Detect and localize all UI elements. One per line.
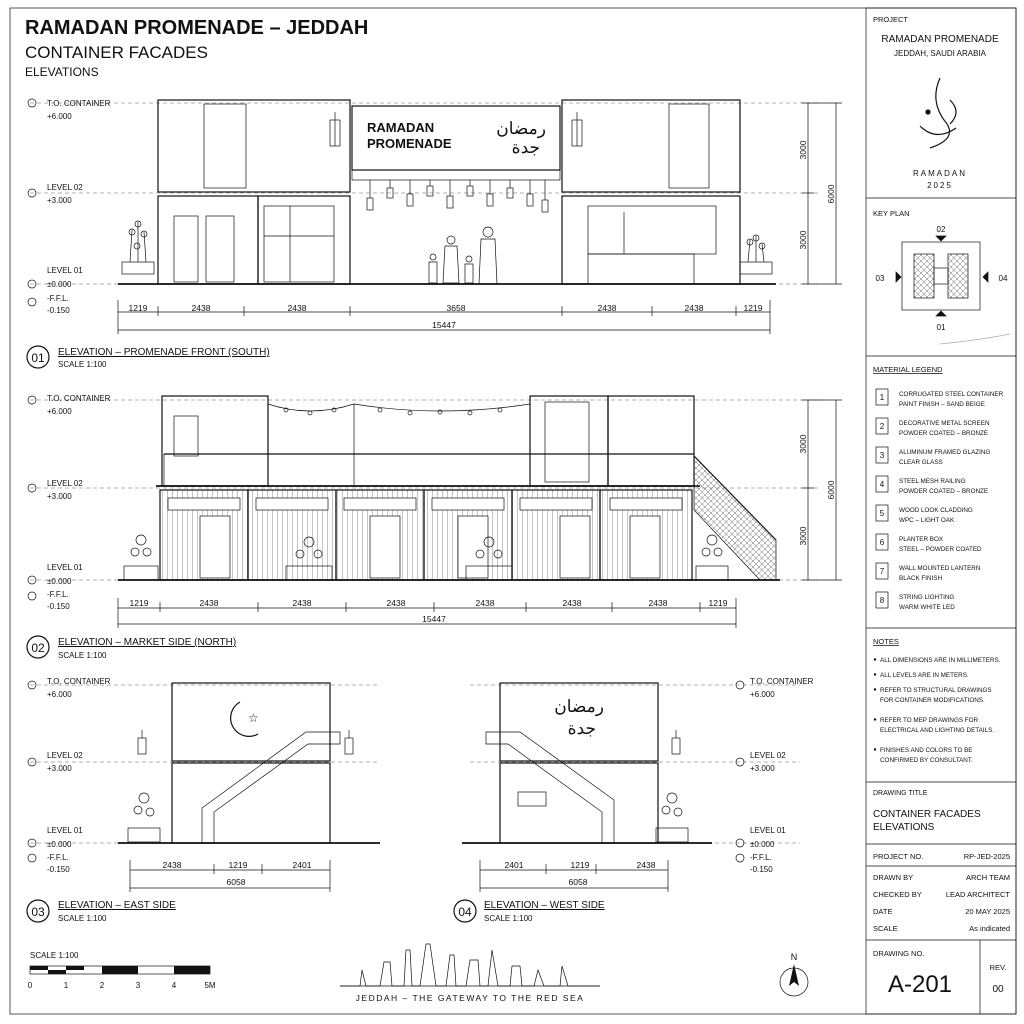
svg-text:ARCH TEAM: ARCH TEAM [965,873,1010,882]
svg-text:-F.F.L.: -F.F.L. [750,853,772,862]
svg-text:20 MAY 2025: 20 MAY 2025 [965,907,1010,916]
svg-text:+3.000: +3.000 [750,764,775,773]
svg-text:SCALE 1:100: SCALE 1:100 [30,951,79,960]
legend-number: 6 [879,538,885,547]
svg-text:LEVEL 01: LEVEL 01 [47,826,83,835]
svg-text:LEVEL 01: LEVEL 01 [750,826,786,835]
key-plan [896,236,1010,344]
planter-left [122,221,154,274]
svg-text:DRAWING NO.: DRAWING NO. [873,949,925,958]
svg-text:2438: 2438 [562,598,582,608]
elevation-title: ELEVATION – MARKET SIDE (NORTH) [58,637,237,648]
string-lighting [268,404,530,411]
note-text: ALL LEVELS ARE IN METERS. [880,672,969,679]
svg-text:0: 0 [27,981,33,990]
svg-text:2438: 2438 [199,598,219,608]
svg-text:2401: 2401 [504,860,524,870]
svg-text:04: 04 [998,274,1008,283]
scale-bar [28,951,216,990]
svg-text:3000: 3000 [798,230,808,250]
elevation-03 [27,677,380,923]
svg-text:03: 03 [875,274,885,283]
sheet-type: ELEVATIONS [25,65,99,79]
svg-text:-F.F.L.: -F.F.L. [47,590,69,599]
svg-text:+3.000: +3.000 [47,196,72,205]
svg-text:15447: 15447 [422,614,446,624]
legend-number: 3 [879,451,885,460]
title-block [866,15,1016,1014]
svg-text:1219: 1219 [128,303,148,313]
svg-text:T.O. CONTAINER: T.O. CONTAINER [47,99,111,108]
staircase [486,732,614,843]
legend-item-text: CLEAR GLASS [899,459,943,466]
legend-item-text: BLACK FINISH [899,575,943,582]
svg-text:-F.F.L.: -F.F.L. [47,853,69,862]
svg-text:SCALE: SCALE [873,924,898,933]
svg-text:T.O. CONTAINER: T.O. CONTAINER [750,677,814,686]
svg-text:03: 03 [31,905,45,919]
svg-text:PROJECT NO.: PROJECT NO. [873,852,924,861]
svg-text:15447: 15447 [432,320,456,330]
svg-text:6058: 6058 [226,877,246,887]
svg-text:LEVEL 02: LEVEL 02 [47,479,83,488]
svg-text:LEVEL 02: LEVEL 02 [47,751,83,760]
svg-text:As indicated: As indicated [969,924,1010,933]
svg-text:2438: 2438 [475,598,495,608]
svg-text:KEY PLAN: KEY PLAN [873,209,910,218]
svg-text:DRAWING TITLE: DRAWING TITLE [873,790,928,797]
sign-text-ar-1: رمضان [554,697,604,716]
north-arrow-icon [780,952,808,996]
drawing-title: CONTAINER FACADES [873,809,981,820]
svg-text:+6.000: +6.000 [47,407,72,416]
hanging-lanterns [367,180,548,212]
planter-04 [656,793,688,842]
staircase [694,456,776,580]
legend-number: 1 [879,393,885,402]
svg-text:±0.000: ±0.000 [47,280,72,289]
svg-text:LEVEL 01: LEVEL 01 [47,563,83,572]
svg-text:1219: 1219 [228,860,248,870]
svg-text:02: 02 [936,225,946,234]
legend-item-text: PLANTER BOX [899,536,944,543]
svg-text:SCALE 1:100: SCALE 1:100 [484,914,533,923]
legend-item-text: POWDER COATED – BRONZE [899,488,989,495]
svg-text:01: 01 [936,323,946,332]
lantern-icon [572,112,582,146]
legend-number: 5 [879,509,885,518]
svg-text:00: 00 [992,984,1004,995]
svg-text:2401: 2401 [292,860,312,870]
note-text: REFER TO MEP DRAWINGS FOR [880,717,979,724]
sign-text-en-2: PROMENADE [367,136,452,151]
svg-text:T.O. CONTAINER: T.O. CONTAINER [47,677,111,686]
sign-text-ar-1: رمضان [496,119,546,138]
jeddah-skyline [340,944,600,986]
svg-text:LEVEL 02: LEVEL 02 [750,751,786,760]
svg-text:N: N [790,952,798,962]
svg-text:-0.150: -0.150 [47,602,70,611]
svg-text:CHECKED BY: CHECKED BY [873,890,922,899]
svg-text:+6.000: +6.000 [47,112,72,121]
planter-03 [128,793,160,842]
svg-text:-0.150: -0.150 [750,865,773,874]
svg-text:±0.000: ±0.000 [47,577,72,586]
svg-text:6000: 6000 [826,184,836,204]
svg-text:3000: 3000 [798,526,808,546]
legend-item-text: PAINT FINISH – SAND BEIGE [899,401,985,408]
svg-text:-0.150: -0.150 [47,865,70,874]
note-bullet [874,688,876,690]
svg-text:+6.000: +6.000 [47,690,72,699]
svg-text:JEDDAH, SAUDI ARABIA: JEDDAH, SAUDI ARABIA [893,49,987,58]
sign-text-ar-2: جدة [567,719,596,738]
svg-text:04: 04 [458,905,472,919]
sign-text-ar-2: جدة [511,138,540,157]
note-bullet [874,673,876,675]
svg-text:2: 2 [99,981,105,990]
legend-item-text: STEEL – POWDER COATED [899,546,982,553]
svg-text:+6.000: +6.000 [750,690,775,699]
elevation-02 [27,394,842,660]
note-text: CONFIRMED BY CONSULTANT. [880,757,973,764]
svg-text:SCALE 1:100: SCALE 1:100 [58,360,107,369]
svg-text:2438: 2438 [648,598,668,608]
legend-number: 8 [879,596,885,605]
svg-text:3000: 3000 [798,140,808,160]
svg-text:RP-JED-2025: RP-JED-2025 [963,852,1010,861]
svg-text:±0.000: ±0.000 [750,840,775,849]
elevation-title: ELEVATION – EAST SIDE [58,900,176,911]
svg-text:2438: 2438 [386,598,406,608]
note-bullet [874,748,876,750]
notes-list [874,657,1001,764]
svg-text:LEVEL 02: LEVEL 02 [47,183,83,192]
svg-text:02: 02 [31,641,45,655]
svg-text:2438: 2438 [191,303,211,313]
legend-number: 4 [879,480,885,489]
sheet-title: RAMADAN PROMENADE – JEDDAH [25,17,369,39]
people-figures [429,227,497,284]
svg-text:2438: 2438 [597,303,617,313]
sign-text-en-1: RAMADAN [367,120,435,135]
svg-text:1219: 1219 [129,598,149,608]
svg-text:LEAD ARCHITECT: LEAD ARCHITECT [945,890,1010,899]
legend-item-text: WOOD LOOK CLADDING [899,507,973,514]
svg-text:6000: 6000 [826,480,836,500]
legend-item-text: STRING LIGHTING [899,594,955,601]
svg-text:6058: 6058 [568,877,588,887]
note-bullet [874,718,876,720]
level-markers-02 [28,394,111,611]
legend-item-text: ALUMINUM FRAMED GLAZING [899,449,991,456]
svg-text:DRAWN BY: DRAWN BY [873,873,914,882]
planter-right [740,235,772,274]
skyline-caption: JEDDAH – THE GATEWAY TO THE RED SEA [355,993,585,1003]
svg-text:2025: 2025 [927,181,953,190]
svg-text:±0.000: ±0.000 [47,840,72,849]
svg-text:2438: 2438 [684,303,704,313]
svg-text:+3.000: +3.000 [47,764,72,773]
note-bullet [874,658,876,660]
svg-text:LEVEL 01: LEVEL 01 [47,266,83,275]
level-markers-01 [28,99,111,315]
svg-text:-0.150: -0.150 [47,306,70,315]
svg-text:DATE: DATE [873,907,893,916]
svg-text:1219: 1219 [570,860,590,870]
svg-text:REV.: REV. [989,963,1007,972]
elevation-title: ELEVATION – WEST SIDE [484,900,605,911]
svg-text:1219: 1219 [708,598,728,608]
legend-item-text: DECORATIVE METAL SCREEN [899,420,990,427]
svg-text:MATERIAL LEGEND: MATERIAL LEGEND [873,365,943,374]
svg-text:2438: 2438 [636,860,656,870]
lantern-icon [672,730,680,754]
note-text: REFER TO STRUCTURAL DRAWINGS [880,687,992,694]
svg-text:SCALE 1:100: SCALE 1:100 [58,914,107,923]
svg-text:4: 4 [171,981,177,990]
star-icon: ☆ [248,711,259,725]
drawing-number: A-201 [887,971,953,998]
svg-text:+3.000: +3.000 [47,492,72,501]
legend-item-text: WPC – LIGHT OAK [899,517,955,524]
note-text: FOR CONTAINER MODIFICATIONS. [880,697,985,704]
svg-text:PROJECT: PROJECT [873,15,909,24]
legend-item-text: POWDER COATED – BRONZE [899,430,989,437]
legend-number: 2 [879,422,885,431]
svg-text:ELEVATIONS: ELEVATIONS [873,822,935,833]
legend-item-text: STEEL MESH RAILING [899,478,966,485]
sheet-subtitle: CONTAINER FACADES [25,43,208,62]
legend-number: 7 [879,567,885,576]
material-legend [876,389,1004,611]
elevation-01 [27,99,842,369]
lantern-icon [138,730,353,754]
svg-text:RAMADAN: RAMADAN [912,169,968,178]
svg-text:-F.F.L.: -F.F.L. [47,294,69,303]
legend-item-text: WARM WHITE LED [899,604,955,611]
legend-item-text: CORRUGATED STEEL CONTAINER [899,391,1004,398]
svg-text:2438: 2438 [287,303,307,313]
svg-text:3000: 3000 [798,434,808,454]
note-text: ELECTRICAL AND LIGHTING DETAILS. [880,727,995,734]
elevation-04 [454,677,814,923]
svg-text:2438: 2438 [292,598,312,608]
note-text: ALL DIMENSIONS ARE IN MILLIMETERS. [880,657,1001,664]
svg-text:SCALE 1:100: SCALE 1:100 [58,651,107,660]
svg-text:T.O. CONTAINER: T.O. CONTAINER [47,394,111,403]
note-text: FINISHES AND COLORS TO BE [880,747,973,754]
staircase [202,732,340,843]
svg-text:1219: 1219 [743,303,763,313]
ramadan-logo-icon [920,78,956,148]
svg-text:5M: 5M [204,981,216,990]
legend-item-text: WALL MOUNTED LANTERN [899,565,981,572]
elevation-title: ELEVATION – PROMENADE FRONT (SOUTH) [58,347,270,358]
svg-text:01: 01 [31,351,45,365]
svg-text:3658: 3658 [446,303,466,313]
mesh-railing [164,454,694,486]
svg-text:3: 3 [135,981,141,990]
lantern-icon [330,112,340,146]
svg-text:NOTES: NOTES [873,637,899,646]
project-name: RAMADAN PROMENADE [881,34,999,45]
svg-text:1: 1 [63,981,69,990]
svg-text:2438: 2438 [162,860,182,870]
